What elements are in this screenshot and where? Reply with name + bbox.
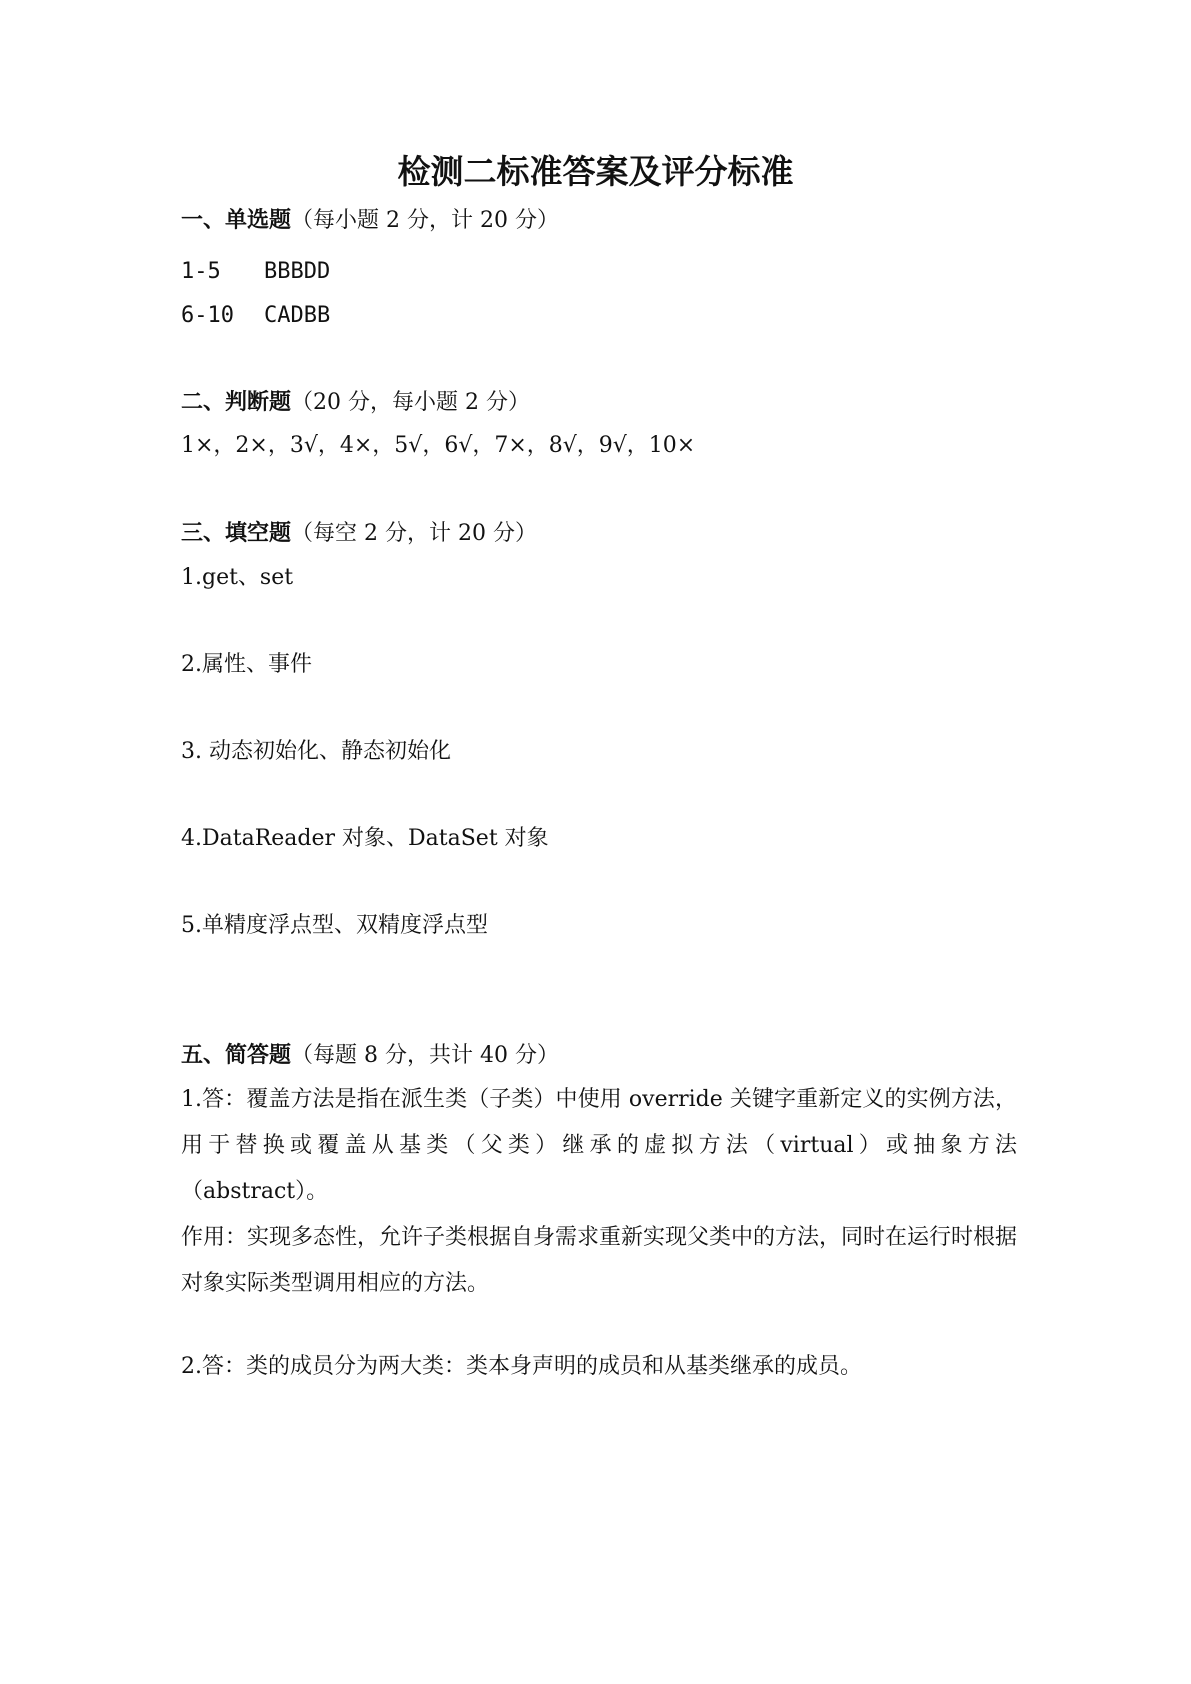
section-note: （每题 8 分，共计 40 分） <box>291 1043 559 1068</box>
short-answer-2: 2.答：类的成员分为两大类：类本身声明的成员和从基类继承的成员。 <box>181 1354 862 1379</box>
fill-blank-item: 1.get、set <box>181 565 294 590</box>
mcq-range: 6-10 <box>181 303 234 328</box>
section-title: 一、单选题 <box>181 208 292 233</box>
short-answer-1-effect: 作用：实现多态性，允许子类根据自身需求重新实现父类中的方法，同时在运行时根据对象实际类型调用相应的方法。 <box>181 1225 1018 1296</box>
section-note: （20 分，每小题 2 分） <box>291 390 530 415</box>
document-title: 检测二标准答案及评分标准 <box>397 152 794 191</box>
section-title: 五、简答题 <box>181 1043 292 1068</box>
fill-blank-item: 5.单精度浮点型、双精度浮点型 <box>181 913 488 938</box>
section-note: （每小题 2 分，计 20 分） <box>291 208 559 233</box>
section-note: （每空 2 分，计 20 分） <box>291 521 537 546</box>
fill-blank-item: 4.DataReader 对象、DataSet 对象 <box>181 826 549 851</box>
section-title: 三、填空题 <box>181 521 292 546</box>
mcq-row <box>181 301 330 331</box>
mcq-answers: CADBB <box>264 303 331 328</box>
section-title: 二、判断题 <box>181 390 292 415</box>
section-single-choice-heading <box>181 206 559 236</box>
section-true-false-heading <box>181 388 530 418</box>
short-answer-1: 1.答：覆盖方法是指在派生类（子类）中使用 override 关键字重新定义的实例方法，用于替换或覆盖从基类（父类）继承的虚拟方法（virtual）或抽象方法（abstract）。 <box>181 1087 1017 1204</box>
true-false-answers: 1×，2×，3√，4×，5√，6√，7×，8√，9√，10× <box>181 433 696 458</box>
section-short-answer-heading <box>181 1041 559 1071</box>
mcq-range: 1-5 <box>181 259 221 284</box>
mcq-row <box>181 257 330 287</box>
fill-blank-item: 2.属性、事件 <box>181 652 312 677</box>
mcq-answers: BBBDD <box>264 259 331 284</box>
fill-blank-item: 3. 动态初始化、静态初始化 <box>181 739 451 764</box>
section-fill-blank-heading <box>181 519 537 549</box>
